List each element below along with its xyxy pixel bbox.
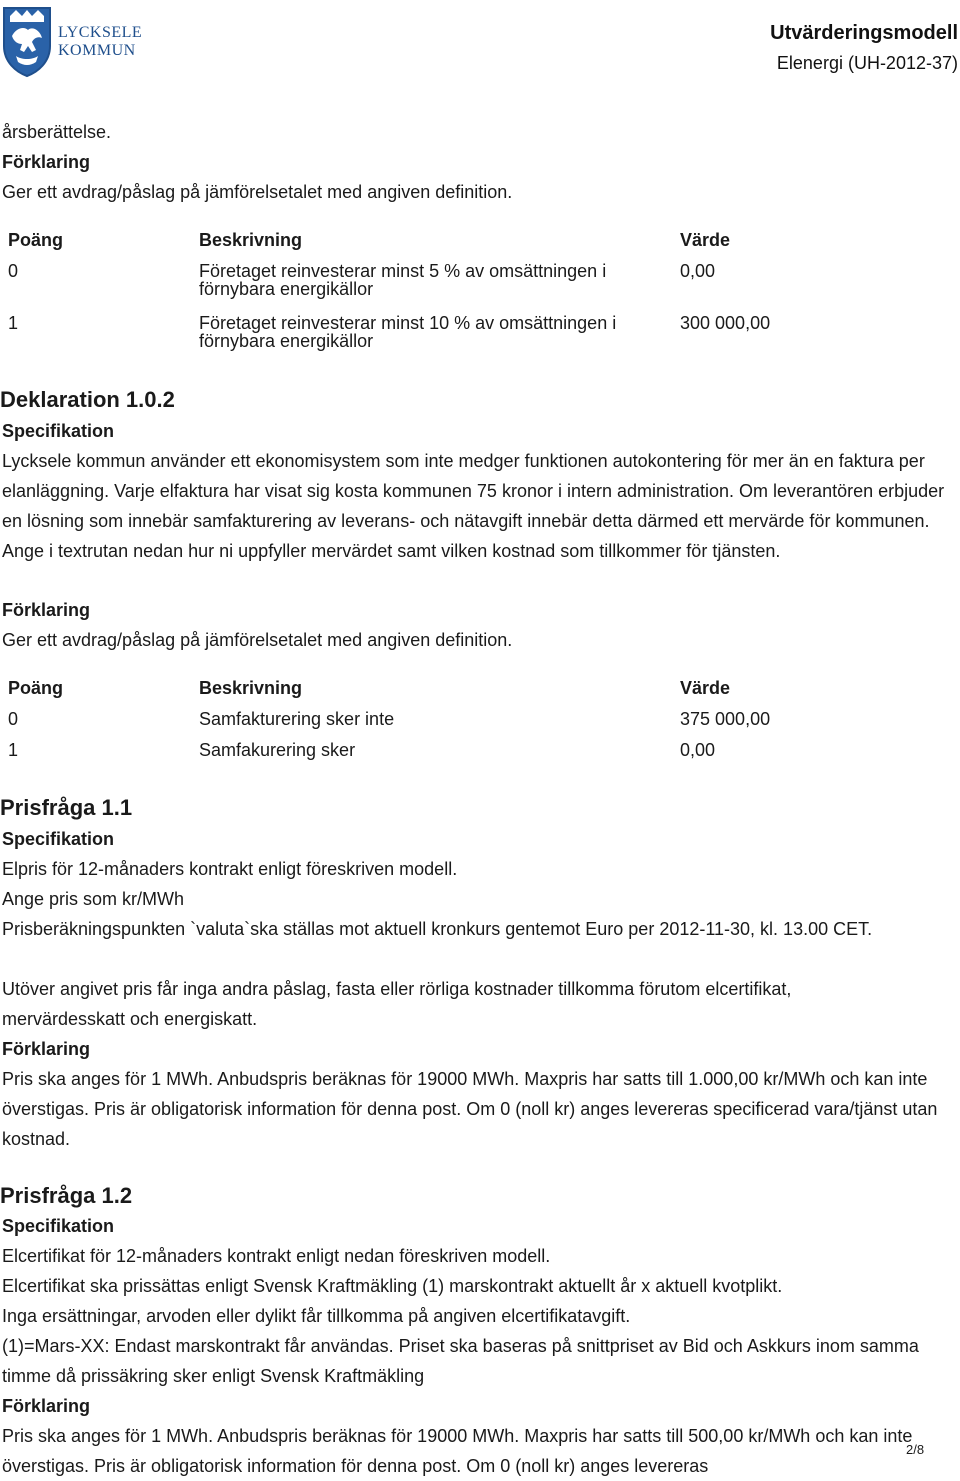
specifikation-label: Specifikation (2, 1216, 115, 1236)
municipality-logo (2, 6, 142, 78)
table-row-varde: 300 000,00 (680, 313, 771, 333)
specifikation-line: Ange pris som kr/MWh (2, 889, 185, 909)
specifikation-line: (1)=Mars-XX: Endast marskontrakt får användas. Priset ska baseras på snittpriset av Bid och Askkurs inom samma timme då prissäkring sker enligt Svensk Kraftmäkling (2, 1336, 919, 1386)
table-row-beskrivning: Samfakturering sker inte (199, 709, 395, 729)
table-row-beskrivning: Samfakurering sker (199, 740, 356, 760)
table-header-poang: Poäng (8, 230, 64, 250)
table-row-varde: 0,00 (680, 740, 716, 760)
document-subtitle: Elenergi (UH-2012-37) (776, 53, 958, 73)
table-row-beskrivning: Företaget reinvesterar minst 5 % av omsättningen i förnybara energikällor (199, 261, 607, 299)
specifikation-line: Elpris för 12-månaders kontrakt enligt föreskriven modell. (2, 859, 458, 879)
coat-of-arms-icon (2, 6, 52, 78)
page-number: 2/8 (906, 1442, 925, 1457)
document-title: Utvärderingsmodell (770, 22, 958, 44)
logo-text (58, 24, 142, 60)
table-row-varde: 375 000,00 (680, 709, 771, 729)
logo-text-line1: LYCKSELE (58, 24, 143, 41)
specifikation-line: Elcertifikat för 12-månaders kontrakt enligt nedan föreskriven modell. (2, 1246, 551, 1266)
forklaring-text: Pris ska anges för 1 MWh. Anbudspris beräknas för 19000 MWh. Maxpris har satts till 500,00 kr/MWh och kan inte överstigas. Pris är obligatorisk information för denna post. Om 0 (noll kr) anges levereras (2, 1426, 913, 1476)
document-header (770, 18, 958, 78)
forklaring-label: Förklaring (2, 600, 91, 620)
forklaring-label: Förklaring (2, 152, 91, 172)
table-row-poang: 0 (8, 261, 19, 281)
table-header-beskrivning: Beskrivning (199, 230, 303, 250)
table-row-poang: 1 (8, 740, 19, 760)
deklaration-heading: Deklaration 1.0.2 (0, 387, 175, 412)
table-row-poang: 1 (8, 313, 19, 333)
specifikation-text: Lycksele kommun använder ett ekonomisystem som inte medger funktionen autokontering för mer än en faktura per elanläggning. Varje elfaktura har visat sig kosta kommunen 75 kronor i intern administration. Om leverantören erbjuder en lösning som innebär samfakturering av leverans- och nätavgift innebär detta därmed ett mervärde för kommunen. Ange i textrutan nedan hur ni uppfyller mervärdet samt vilken kostnad som tillkommer för tjänsten. (2, 451, 945, 561)
specifikation-line: Inga ersättningar, arvoden eller dylikt får tillkomma på angiven elcertifikatavgift. (2, 1306, 631, 1326)
specifikation-line: Elcertifikat ska prissättas enligt Svensk Kraftmäkling (1) marskontrakt aktuellt år x aktuell kvotplikt. (2, 1276, 783, 1296)
specifikation-line: Prisberäkningspunkten `valuta`ska ställas mot aktuell kronkurs gentemot Euro per 2012-11-30, kl. 13.00 CET. (2, 919, 873, 939)
intro-text: årsberättelse. (2, 122, 112, 142)
specifikation-label: Specifikation (2, 421, 115, 441)
table-header-beskrivning: Beskrivning (199, 678, 303, 698)
forklaring-text: Ger ett avdrag/påslag på jämförelsetalet med angiven definition. (2, 630, 513, 650)
forklaring-label: Förklaring (2, 1039, 91, 1059)
table-row-varde: 0,00 (680, 261, 716, 281)
table-header-poang: Poäng (8, 678, 64, 698)
specifikation-label: Specifikation (2, 829, 115, 849)
table-header-varde: Värde (680, 230, 731, 250)
forklaring-text: Ger ett avdrag/påslag på jämförelsetalet med angiven definition. (2, 182, 513, 202)
forklaring-text: Pris ska anges för 1 MWh. Anbudspris beräknas för 19000 MWh. Maxpris har satts till 1.000,00 kr/MWh och kan inte överstigas. Pris är obligatorisk information för denna post. Om 0 (noll kr) anges levereras specificerad vara/tjänst utan kostnad. (2, 1069, 938, 1149)
specifikation-line: Utöver angivet pris får inga andra påslag, fasta eller rörliga kostnader tillkomma förutom elcertifikat, mervärdesskatt och energiskatt. (2, 979, 792, 1029)
table-header-varde: Värde (680, 678, 731, 698)
table-row-poang: 0 (8, 709, 19, 729)
prisfraga-heading: Prisfråga 1.1 (0, 795, 133, 820)
prisfraga-heading: Prisfråga 1.2 (0, 1183, 133, 1208)
forklaring-label: Förklaring (2, 1396, 91, 1416)
table-row-beskrivning: Företaget reinvesterar minst 10 % av omsättningen i förnybara energikällor (199, 313, 617, 351)
logo-text-line2: KOMMUN (58, 42, 136, 59)
